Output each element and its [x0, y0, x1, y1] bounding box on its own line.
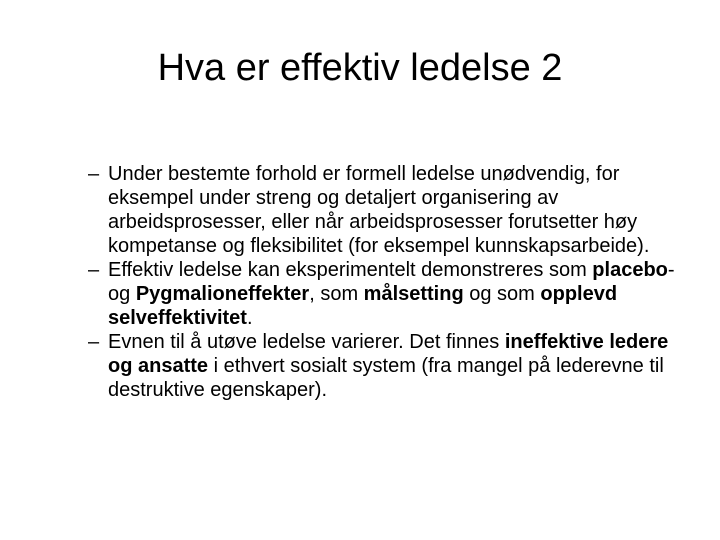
bullet-text: Effektiv ledelse kan eksperimentelt demonstreres som [108, 259, 593, 281]
bullet-item [88, 258, 678, 330]
bold-term: ineffektive ledere og ansatte [108, 331, 669, 377]
bullet-item [88, 330, 678, 402]
bullet-text: . [246, 307, 253, 329]
bullet-text: og som [463, 283, 541, 305]
slide-title: Hva er effektiv ledelse 2 [157, 47, 563, 89]
bullet-list [88, 162, 678, 402]
bullet-item [88, 162, 678, 258]
bullet-text: i ethvert sosialt system (fra mangel på lederevne til destruktive egenskaper). [108, 355, 664, 401]
bullet-dash: – [88, 331, 100, 353]
bold-term: Pygmalioneffekter [135, 283, 310, 305]
bullet-text: Evnen til å utøve ledelse varierer. Det finnes [108, 331, 505, 353]
bold-term: opplevd selveffektivitet [108, 283, 618, 329]
bold-term: målsetting [363, 283, 464, 305]
bullet-text: - og [108, 259, 675, 305]
bullet-dash: – [88, 259, 100, 281]
bullet-text: , som [309, 283, 364, 305]
bold-term: placebo [592, 259, 668, 281]
bullet-dash: – [88, 163, 100, 185]
bullet-text: Under bestemte forhold er formell ledelse unødvendig, for eksempel under streng og detaljert organisering av arbeidsprosesser, eller når arbeidsprosesser forutsetter høy kompetanse og fleksibilitet (for eksempel kunnskapsarbeide). [108, 163, 650, 257]
